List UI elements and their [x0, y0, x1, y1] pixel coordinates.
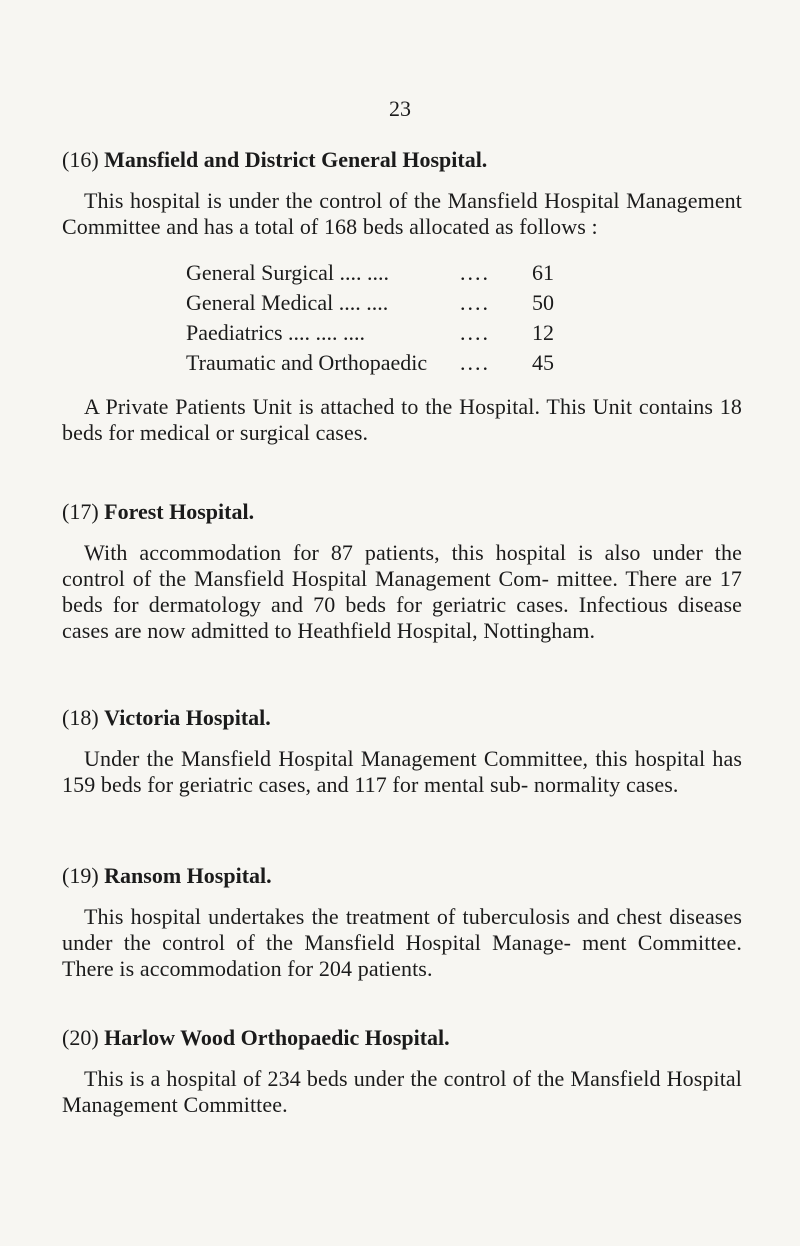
section-title: Mansfield and District General Hospital.: [104, 147, 488, 172]
section-16: [62, 146, 742, 446]
section-paragraph: With accommodation for 87 patients, this hospital is also under the control of the Mansfield Hospital Management Com- mittee. There are 17 beds for dermatology and 70 beds for geriatric cases. Infectious disease cases are now admitted to Heathfield Hospital, Nottingham.: [62, 540, 742, 643]
bed-row-traumatic-orthopaedic: [186, 348, 562, 378]
bed-leader-dots: ....: [460, 320, 490, 345]
section-number: (20): [62, 1025, 99, 1050]
section-paragraph: Under the Mansfield Hospital Management Committee, this hospital has 159 beds for geriatric cases, and 117 for mental sub- normality cases.: [62, 746, 742, 797]
section-paragraph-after: A Private Patients Unit is attached to the Hospital. This Unit contains 18 beds for medical or surgical cases.: [62, 394, 742, 445]
bed-count: 12: [532, 320, 554, 345]
bed-leader-dots: ....: [460, 350, 490, 375]
bed-count: 45: [532, 350, 554, 375]
page-number: 23: [389, 96, 411, 121]
bed-label: Paediatrics .... .... ....: [186, 320, 366, 345]
bed-label: General Surgical .... ....: [186, 260, 390, 285]
section-19: [62, 862, 742, 982]
section-number: (16): [62, 147, 99, 172]
bed-row-general-surgical: [186, 258, 562, 288]
section-number: (18): [62, 705, 99, 730]
section-paragraph: This hospital undertakes the treatment of tuberculosis and chest diseases under the control of the Mansfield Hospital Manage- ment Committee. There is accommodation for 204 patients.: [62, 904, 742, 981]
bed-count: 61: [532, 260, 554, 285]
section-number: (19): [62, 863, 99, 888]
bed-allocation-table: [186, 258, 742, 378]
bed-row-general-medical: [186, 288, 562, 318]
section-heading: [62, 862, 742, 890]
section-title: Forest Hospital.: [104, 499, 255, 524]
section-20: [62, 1024, 742, 1118]
section-paragraph: This is a hospital of 234 beds under the control of the Mansfield Hospital Management Committee.: [62, 1066, 742, 1117]
section-title: Ransom Hospital.: [104, 863, 272, 888]
bed-leader-dots: ....: [460, 290, 490, 315]
section-heading: [62, 146, 742, 174]
section-heading: [62, 704, 742, 732]
bed-leader-dots: ....: [460, 260, 490, 285]
bed-label: Traumatic and Orthopaedic: [186, 350, 428, 375]
section-title: Victoria Hospital.: [104, 705, 271, 730]
bed-count: 50: [532, 290, 554, 315]
section-paragraph: This hospital is under the control of the Mansfield Hospital Management Committee and has a total of 168 beds allocated as follows :: [62, 188, 742, 239]
bed-label: General Medical .... ....: [186, 290, 389, 315]
section-17: [62, 498, 742, 644]
section-number: (17): [62, 499, 99, 524]
section-heading: [62, 1024, 742, 1052]
section-18: [62, 704, 742, 798]
section-heading: [62, 498, 742, 526]
section-title: Harlow Wood Orthopaedic Hospital.: [104, 1025, 450, 1050]
bed-row-paediatrics: [186, 318, 562, 348]
